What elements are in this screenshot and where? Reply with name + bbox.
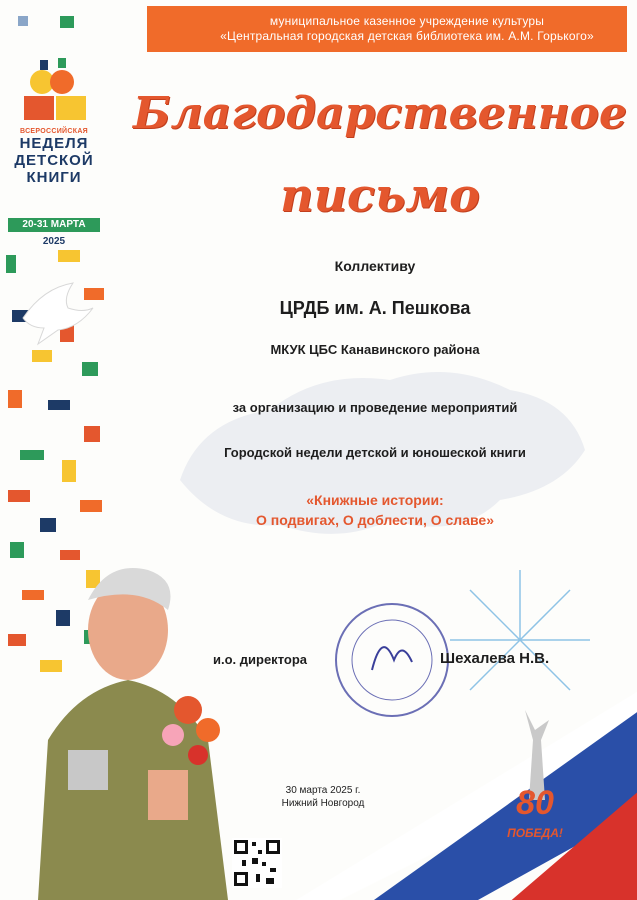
theme-line1: «Книжные истории:: [306, 492, 444, 508]
addressee-name: ЦРДБ им. А. Пешкова: [279, 298, 471, 318]
event-text: Городской недели детской и юношеской книги: [224, 445, 526, 460]
book-week-line1: НЕДЕЛЯ: [19, 135, 89, 152]
book-week-small-title: ВСЕРОССИЙСКАЯ: [19, 128, 89, 135]
organization-name: МКУК ЦБС Канавинского района: [270, 342, 480, 357]
book-week-logo-icon: [10, 12, 100, 127]
header-line1: муниципальное казенное учреждение культуры: [269, 14, 545, 28]
issue-date: 30 марта 2025 г.: [285, 785, 361, 796]
title-line1: Благодарственное: [132, 88, 627, 139]
qr-code-icon[interactable]: [232, 838, 282, 888]
signatory-position: и.о. директора: [213, 652, 307, 667]
victory-word: ПОБЕДА!: [507, 826, 563, 840]
book-week-line3: КНИГИ: [26, 169, 82, 186]
book-week-year: 2025: [42, 236, 66, 247]
book-week-dates: 20-31 МАРТА: [8, 218, 100, 232]
dove-icon: [18, 278, 98, 348]
header-line2: «Центральная городская детская библиотека им. А.М. Горького»: [220, 29, 594, 43]
veteran-illustration: [8, 540, 258, 900]
victory-badge: [495, 784, 575, 840]
title-line2: письмо: [280, 168, 480, 222]
signatory-name: Шехалева Н.В.: [440, 650, 550, 667]
issue-date-block: [268, 784, 378, 810]
theme-line2: О подвигах, О доблести, О славе»: [256, 512, 494, 528]
victory-number: 80: [516, 784, 554, 822]
book-week-line2: ДЕТСКОЙ: [14, 152, 94, 169]
reason-text: за организацию и проведение мероприятий: [232, 400, 518, 415]
addressee-label: Коллективу: [334, 258, 416, 274]
book-week-title: [6, 128, 102, 186]
header-banner: [147, 6, 627, 52]
issue-city: Нижний Новгород: [281, 798, 365, 809]
